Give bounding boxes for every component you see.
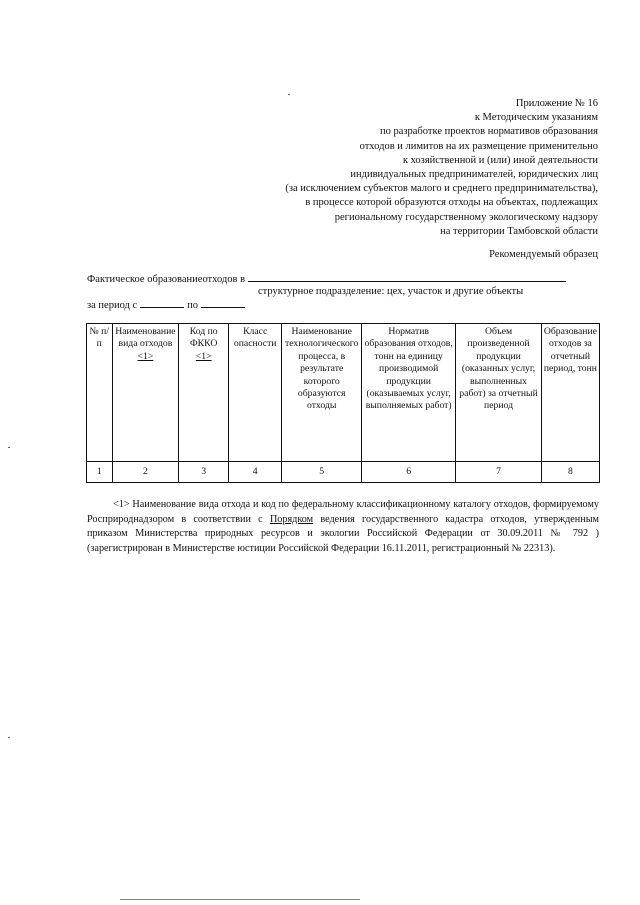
period-to-label: по bbox=[187, 300, 199, 311]
column-header bbox=[179, 324, 229, 462]
header-line: индивидуальных предпринимателей, юридических лиц bbox=[350, 169, 598, 181]
column-header: Класс опасности bbox=[229, 324, 282, 462]
header-line: по разработке проектов нормативов образования bbox=[379, 126, 598, 138]
header-line: в процессе которой образуются отходы на объектах, подлежащих bbox=[305, 197, 598, 209]
waste-table bbox=[86, 323, 600, 483]
footnote-ref[interactable]: <1> bbox=[195, 350, 212, 362]
column-header: Объем произведенной продукции (оказанных услуг, выполненных работ) за отчетный период bbox=[456, 324, 542, 462]
appendix-header bbox=[178, 97, 598, 239]
subdivision-hint: структурное подразделение: цех, участок и другие объекты bbox=[258, 286, 524, 297]
column-number-row bbox=[87, 462, 600, 483]
footnote-ref[interactable]: <1> bbox=[137, 350, 154, 362]
column-header: № п/п bbox=[87, 324, 113, 462]
fact-generation-line bbox=[87, 271, 598, 286]
header-line: региональному государственному экологическому надзору bbox=[334, 211, 598, 223]
subdivision-blank-field[interactable] bbox=[248, 271, 566, 282]
period-from-blank[interactable] bbox=[140, 297, 184, 308]
footnote-text: Наименование вида отхода и код по федеральному классификационному каталогу отходов, формируемому Росприроднадзором в соответствии с bbox=[87, 499, 599, 525]
column-number: 4 bbox=[229, 462, 282, 483]
table-header-row bbox=[87, 324, 600, 462]
column-header bbox=[112, 324, 179, 462]
footnote bbox=[87, 498, 599, 556]
column-header: Норматив образования отходов, тонн на единицу производимой продукции (оказываемых услуг, выполняемых работ) bbox=[362, 324, 456, 462]
column-number: 3 bbox=[179, 462, 229, 483]
header-line: Приложение № 16 bbox=[515, 98, 598, 109]
column-header-text: Код по ФККО bbox=[189, 326, 218, 350]
column-number: 6 bbox=[362, 462, 456, 483]
header-line: к Методическим указаниям bbox=[474, 112, 598, 124]
recommended-sample-label: Рекомендуемый образец bbox=[489, 249, 598, 260]
column-number: 7 bbox=[456, 462, 542, 483]
period-line bbox=[87, 297, 248, 312]
header-line: на территории Тамбовской области bbox=[440, 225, 598, 237]
header-line: к хозяйственной и (или) иной деятельности bbox=[402, 154, 598, 166]
page-bottom-rule bbox=[120, 899, 360, 900]
footnote-marker: <1> bbox=[113, 499, 130, 510]
period-from-label: за период с bbox=[87, 300, 138, 311]
column-header: Наименование технологического процесса, в результате которого образуются отходы bbox=[282, 324, 362, 462]
fact-label: Фактическое образованиеотходов в bbox=[87, 274, 246, 285]
header-line: отходов и лимитов на их размещение применительно bbox=[359, 140, 598, 152]
scan-artifact bbox=[8, 737, 10, 738]
period-to-blank[interactable] bbox=[201, 297, 245, 308]
column-number: 2 bbox=[112, 462, 179, 483]
column-number: 8 bbox=[541, 462, 599, 483]
footnote-text: ведения государственного кадастра отходов, утвержденным приказом Министерства природных ресурсов и экологии Российской Федерации от 30.09.2011 № 792 ) (зарегистрирован в Министерстве юстиции Российской Федерации 16.11.2011, регистрационный № 22313). bbox=[87, 513, 600, 554]
scan-artifact bbox=[288, 94, 290, 95]
column-number: 5 bbox=[282, 462, 362, 483]
header-line: (за исключением субъектов малого и среднего предпринимательства), bbox=[285, 183, 598, 195]
scan-artifact bbox=[8, 447, 10, 448]
column-header: Образование отходов за отчетный период, тонн bbox=[541, 324, 599, 462]
procedure-link[interactable]: Порядком bbox=[269, 513, 314, 525]
column-header-text: Наименование вида отходов bbox=[115, 326, 176, 350]
column-number: 1 bbox=[87, 462, 113, 483]
